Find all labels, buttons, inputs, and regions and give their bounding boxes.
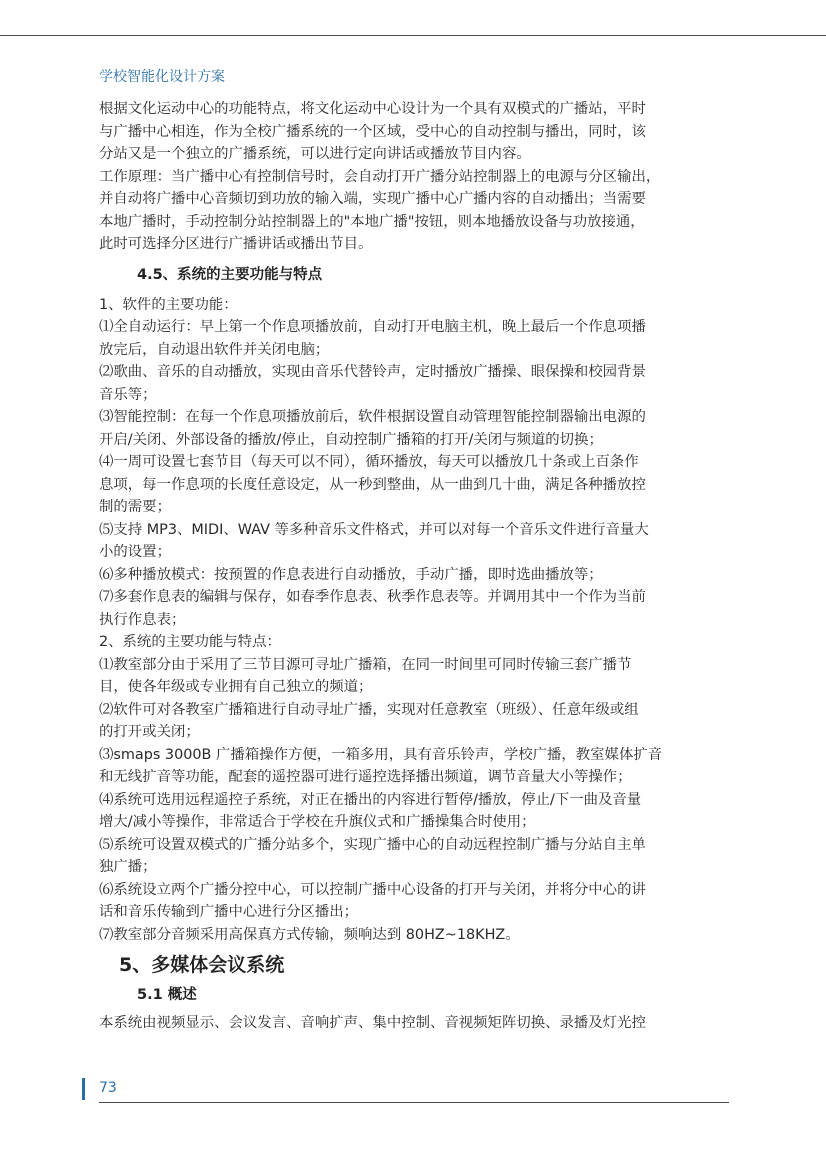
text-line: 根据文化运动中心的功能特点，将文化运动中心设计为一个具有双模式的广播站，平时 [99, 101, 646, 117]
text-line: ⑸系统可设置双模式的广播分站多个，实现广播中心的自动远程控制广播与分站自主单 [99, 836, 646, 853]
text-line: ⑷一周可设置七套节目（每天可以不同），循环播放，每天可以播放几十条或上百条作 [99, 454, 639, 470]
text-line: 目，使各年级或专业拥有自己独立的频道； [99, 679, 373, 695]
text-line: ⑷系统可选用远程遥控子系统，对正在播出的内容进行暂停/播放，停止/下一曲及音量 [99, 791, 642, 808]
text-line: ⑶smaps 3000B 广播箱操作方便，一箱多用，具有音乐铃声，学校广播，教室媒体扩音 [99, 746, 663, 763]
text-line: 小的设置； [99, 544, 171, 560]
text-line: 分站又是一个独立的广播系统，可以进行定向讲话或播放节目内容。 [99, 146, 531, 162]
text-line: 独广播； [99, 859, 157, 875]
intro-paragraph [99, 98, 729, 256]
text-line: ⑺多套作息表的编辑与保存，如春季作息表、秋季作息表等。并调用其中一个作为当前 [99, 589, 646, 605]
document-header: 学校智能化设计方案 [99, 69, 225, 85]
section-4-5-heading: 4.5、系统的主要功能与特点 [137, 266, 323, 283]
section-5-heading: 5、多媒体会议系统 [119, 954, 285, 976]
section-5-1-heading: 5.1 概述 [137, 987, 197, 1003]
text-line: 制的需要； [99, 499, 171, 515]
text-line: 增大/减小等操作，非常适合于学校在升旗仪式和广播操集合时使用； [99, 814, 536, 830]
text-line: ⑴全自动运行：早上第一个作息项播放前，自动打开电脑主机，晚上最后一个作息项播 [99, 319, 646, 335]
text-line: ⑶智能控制：在每一个作息项播放前后，软件根据设置自动管理智能控制器输出电源的 [99, 409, 646, 425]
text-line: 2、系统的主要功能与特点： [99, 634, 281, 650]
text-line: ⑹系统设立两个广播分控中心，可以控制广播中心设备的打开与关闭，并将分中心的讲 [99, 881, 646, 898]
text-line: 执行作息表； [99, 611, 186, 628]
text-line: 本系统由视频显示、会议发言、音响扩声、集中控制、音视频矩阵切换、录播及灯光控 [99, 1015, 646, 1031]
text-line: 和无线扩音等功能，配套的遥控器可进行遥控选择播出频道，调节音量大小等操作； [99, 769, 632, 785]
text-line: 工作原理：当广播中心有控制信号时，会自动打开广播分站控制器上的电源与分区输出， [99, 168, 661, 185]
text-line: 1、软件的主要功能： [99, 296, 238, 313]
text-line: 音乐等； [99, 386, 157, 403]
text-line: ⑸支持 MP3、MIDI、WAV 等多种音乐文件格式，并可以对每一个音乐文件进行音量大 [99, 521, 649, 538]
text-line: 开启/关闭、外部设备的播放/停止，自动控制广播箱的打开/关闭与频道的切换； [99, 431, 603, 448]
text-line: ⑴教室部分由于采用了三节目源可寻址广播箱，在同一时间里可同时传输三套广播节 [99, 656, 632, 673]
footer-accent-bar [82, 1078, 85, 1100]
text-line: 本地广播时，手动控制分站控制器上的"本地广播"按钮，则本地播放设备与功放接通， [99, 213, 645, 230]
text-line: 话和音乐传输到广播中心进行分区播出； [99, 904, 359, 920]
page-number: 73 [99, 1080, 117, 1096]
text-line: ⑵软件可对各教室广播箱进行自动寻址广播，实现对任意教室（班级）、任意年级或组 [99, 701, 639, 718]
text-line: 此时可选择分区进行广播讲话或播出节目。 [99, 236, 373, 252]
page-body [99, 98, 729, 1035]
text-line: 并自动将广播中心音频切到功放的输入端，实现广播中心广播内容的自动播出；当需要 [99, 191, 646, 207]
text-line: 的打开或关闭； [99, 724, 200, 740]
text-line: ⑹多种播放模式：按预置的作息表进行自动播放，手动广播，即时选曲播放等； [99, 566, 603, 583]
text-line: 息项，每一作息项的长度任意设定，从一秒到整曲，从一曲到几十曲，满足各种播放控 [99, 476, 646, 493]
top-rule [0, 35, 826, 36]
text-line: ⑵歌曲、音乐的自动播放，实现由音乐代替铃声，定时播放广播操、眼保操和校园背景 [99, 364, 646, 380]
text-line: ⑺教室部分音频采用高保真方式传输，频响达到 80HZ~18KHZ。 [99, 926, 520, 943]
bottom-rule [99, 1102, 729, 1103]
text-line: 与广播中心相连，作为全校广播系统的一个区域，受中心的自动控制与播出，同时，该 [99, 123, 646, 140]
section-5-body [99, 1012, 729, 1035]
text-line: 放完后，自动退出软件并关闭电脑； [99, 341, 330, 358]
section-4-5-body [99, 294, 729, 947]
